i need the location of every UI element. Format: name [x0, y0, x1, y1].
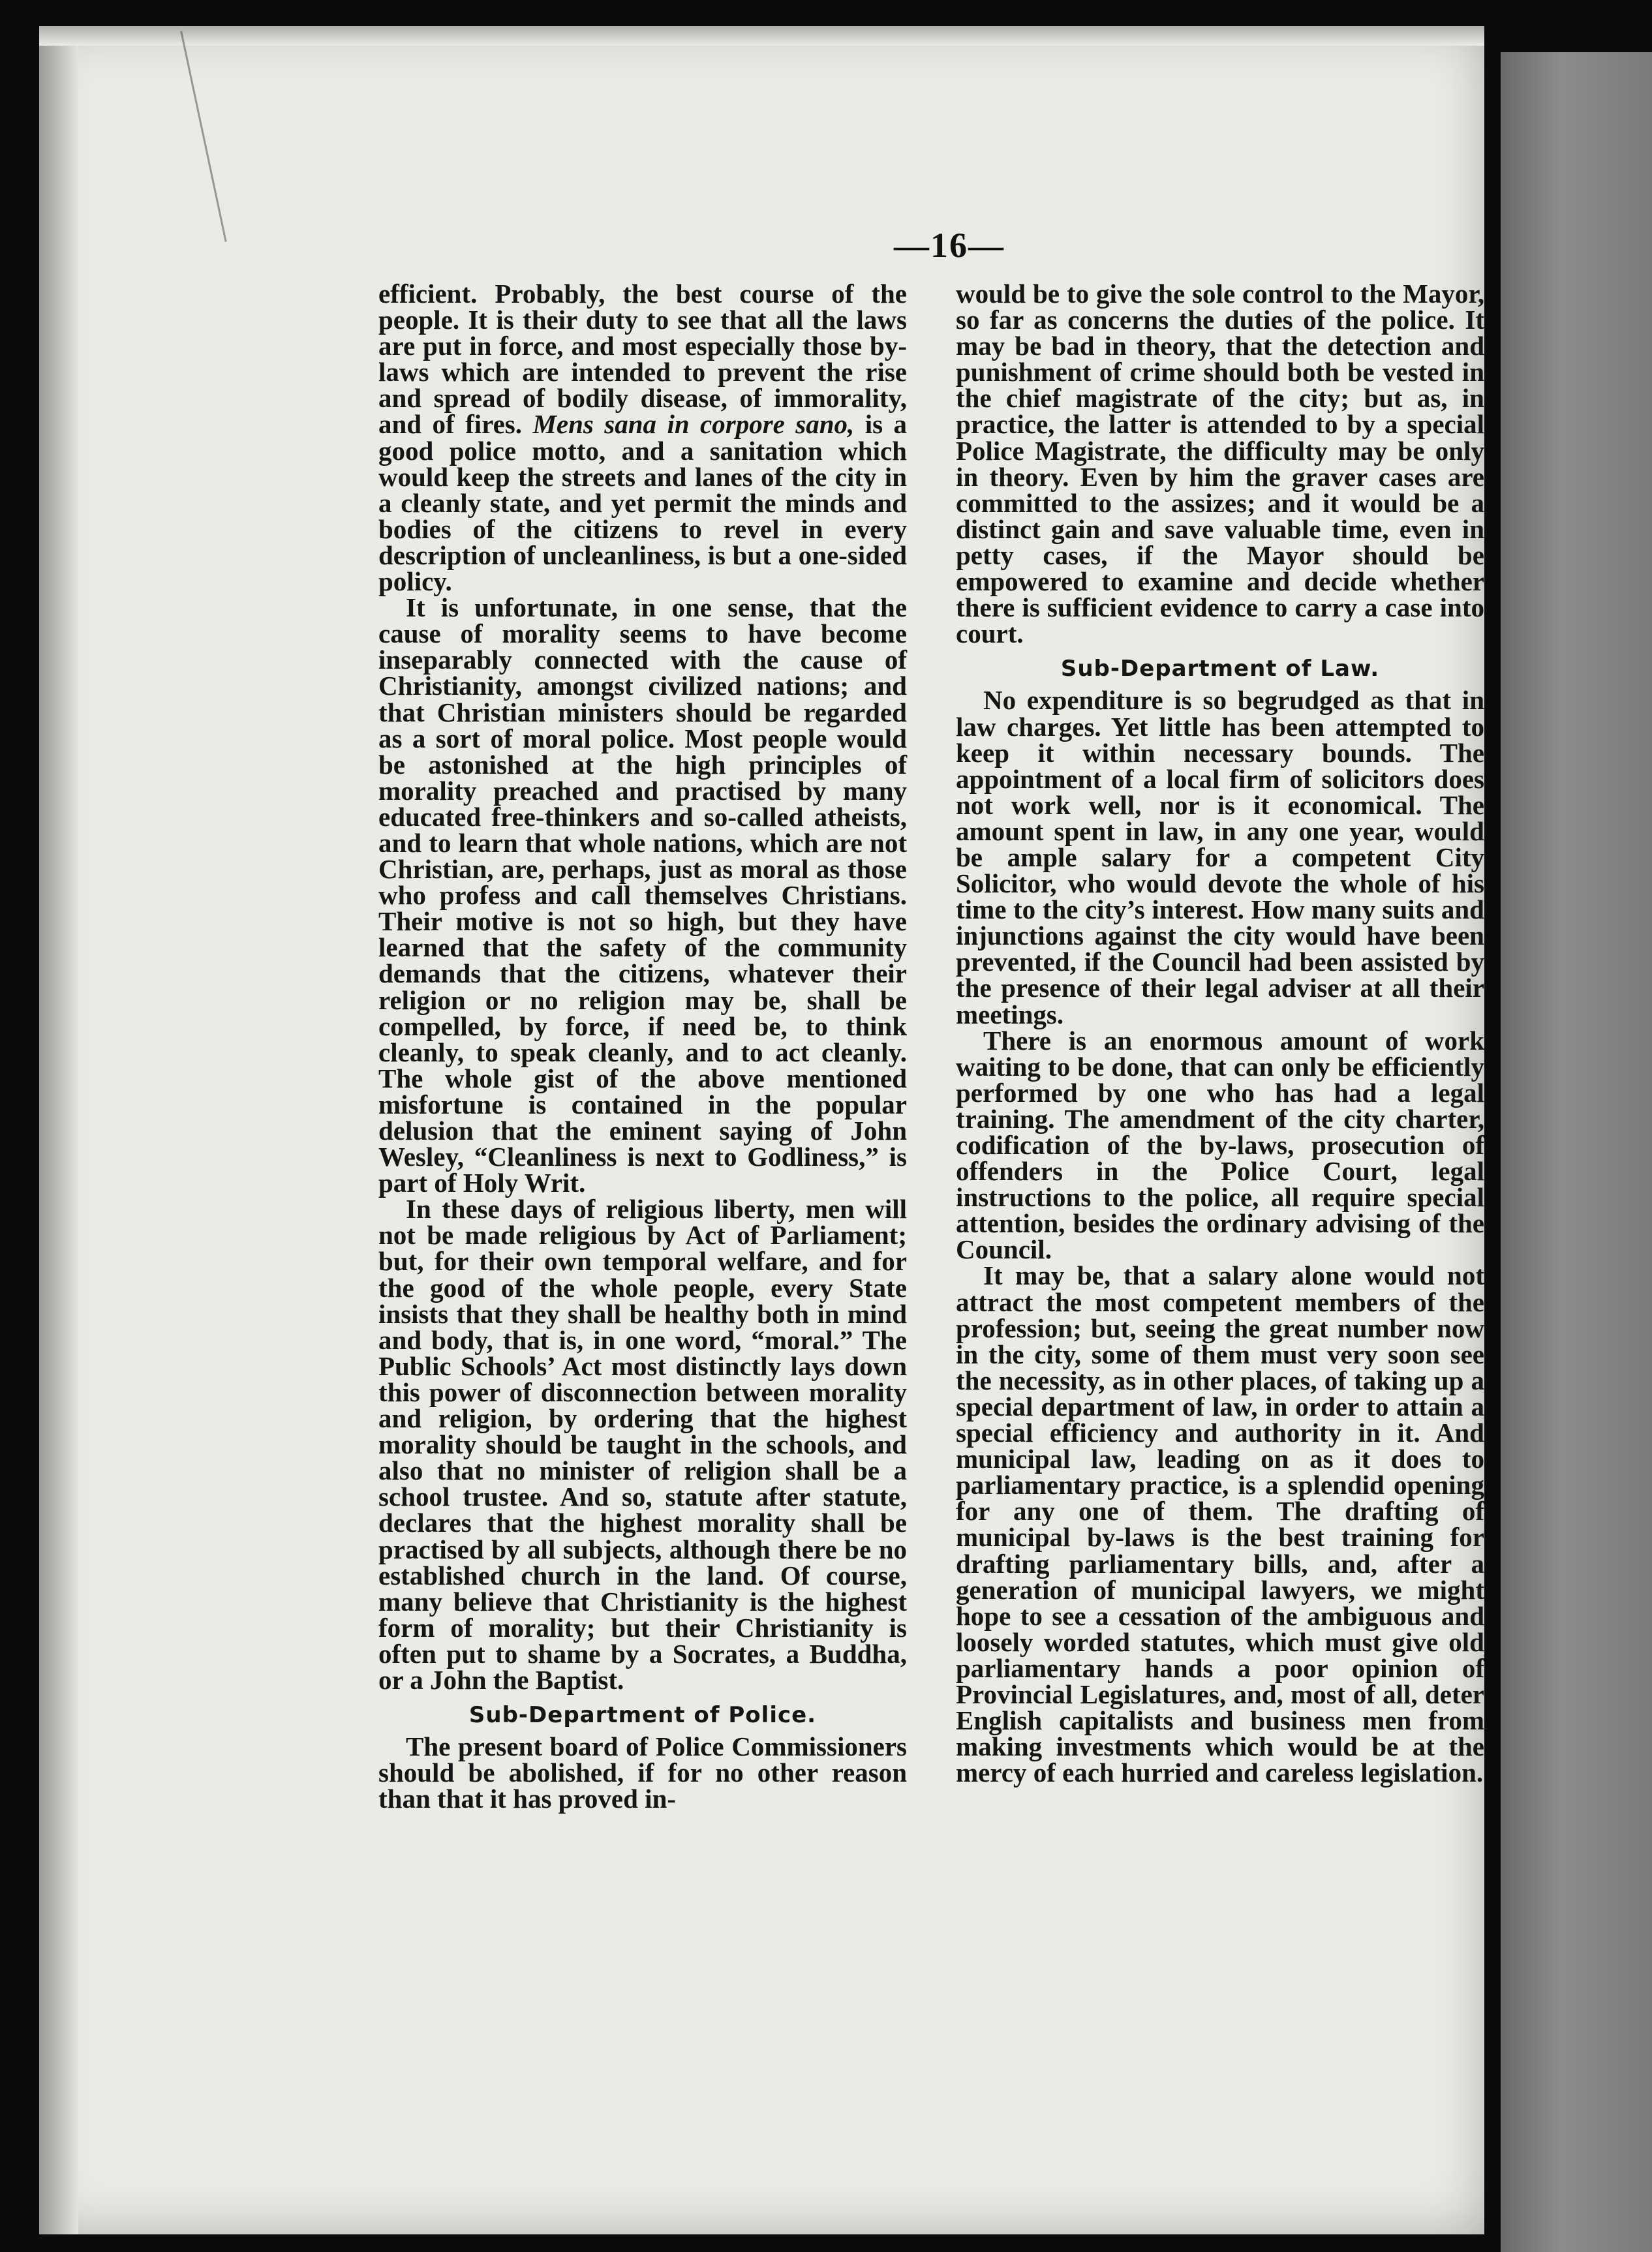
paper-fold-mark: [180, 26, 252, 242]
left-paragraph-2: It is unfortunate, in one sense, that the cause of morality seems to have become inseparably connected with the cause of Christianity, amongst civilized nations; and that Christian ministers should be regarded as a sort of moral police. Most people would be astonished at the high principles of morality preached and practised by many educated free-thinkers and so-called atheists, and to learn that whole nations, which are not Christian, are, perhaps, just as moral as those who profess and call themselves Christians. Their motive is not so high, but they have learned that the safety of the community demands that the citizens, whatever their religion or no religion may be, shall be compelled, by force, if need be, to think cleanly, to speak cleanly, and to act cleanly. The whole gist of the above mentioned misfortune is contained in the popular delusion that the eminent saying of John Wesley, “Cleanliness is next to Godliness,” is part of Holy Writ.: [378, 592, 907, 1198]
right-paragraph-1: would be to give the sole control to the Mayor, so far as concerns the duties of the police. It may be bad in theory, that the detection and punishment of crime should both be vested in the chief magistrate of the city; but as, in practice, the latter is attended to by a special Police Magistrate, the difficulty may be only in theory. Even by him the graver cases are committed to the assizes; and it would be a distinct gain and save valuable time, even in petty cases, if the Mayor should be empowered to examine and decide whether there is sufficient evidence to carry a case into court.: [956, 279, 1484, 649]
page-number: —16—: [894, 226, 1005, 265]
left-paragraph-3: In these days of religious liberty, men will not be made religious by Act of Parliament; but, for their own temporal welfare, and for the good of the whole people, every State insists that they shall be healthy both in mind and body, that is, in one word, “moral.” The Public Schools’ Act most distinctly lays down this power of disconnection between morality and religion, by ordering that the highest morality should be taught in the schools, and also that no minister of religion shall be a school trustee. And so, statute after statute, declares that the highest morality shall be practised by all subjects, although there be no established church in the land. Of course, many believe that Christianity is the highest form of morality; but their Christianity is often put to shame by a Socrates, a Buddha, or a John the Baptist.: [378, 1194, 907, 1695]
left-paragraph-1: [378, 279, 907, 597]
latin-motto: Mens sana in corpore sano,: [532, 409, 855, 440]
page-shadow-top: [39, 26, 1484, 46]
left-paragraph-1-text-a: efficient. Probably, the best course of the people. It is their duty to see that all the laws are put in force, and most especially those by-laws which are intended to prevent the rise and spread of bodily disease, of immorality, and of fires.: [378, 279, 907, 440]
left-paragraph-4: The present board of Police Commissioners should be abolished, if for no other reason than that it has proved in-: [378, 1731, 907, 1814]
section-heading-police: Sub-Department of Police.: [468, 1702, 817, 1729]
left-paragraph-1-text-b: is a good police motto, and a sanitation which would keep the streets and lanes of the city in a cleanly state, and yet permit the minds and bodies of the citizens to revel in every description of uncleanliness, is but a one-sided policy.: [378, 409, 907, 597]
document-page: [39, 26, 1484, 2234]
right-paragraph-2: No expenditure is so begrudged as that in law charges. Yet little has been attempted to keep it within necessary bounds. The appointment of a local firm of solicitors does not work well, nor is it economical. The amount spent in law, in any one year, would be ample salary for a competent City Solicitor, who would devote the whole of his time to the city’s interest. How many suits and injunctions against the city would have been prevented, if the Council had been assisted by the presence of their legal adviser at all their meetings.: [956, 685, 1484, 1029]
right-paragraph-3: There is an enormous amount of work waiting to be done, that can only be efficiently performed by one who has had a legal training. The amendment of the city charter, codification of the by-laws, prosecution of offenders in the Police Court, legal instructions to the police, all require special attention, besides the ordinary advising of the Council.: [956, 1025, 1484, 1265]
page-shadow-left: [39, 26, 78, 2234]
left-column: [378, 281, 907, 1812]
right-column: [956, 281, 1484, 1786]
adjacent-page-edge: [1501, 52, 1652, 2252]
section-heading-law: Sub-Department of Law.: [1060, 656, 1380, 682]
right-paragraph-4: It may be, that a salary alone would not attract the most competent members of the profession; but, seeing the great number now in the city, some of them must very soon see the necessity, as in other places, of taking up a special department of law, in order to attain a special efficiency and authority in it. And municipal law, leading on as it does to parliamentary practice, is a splendid opening for any one of them. The drafting of municipal by-laws is the best training for drafting parliamentary bills, and, after a generation of municipal lawyers, we might hope to see a cessation of the ambiguous and loosely worded statutes, which must give old parliamentary hands a poor opinion of Provincial Legislatures, and, most of all, deter English capitalists and business men from making investments which would be at the mercy of each hurried and careless legislation.: [956, 1260, 1484, 1788]
